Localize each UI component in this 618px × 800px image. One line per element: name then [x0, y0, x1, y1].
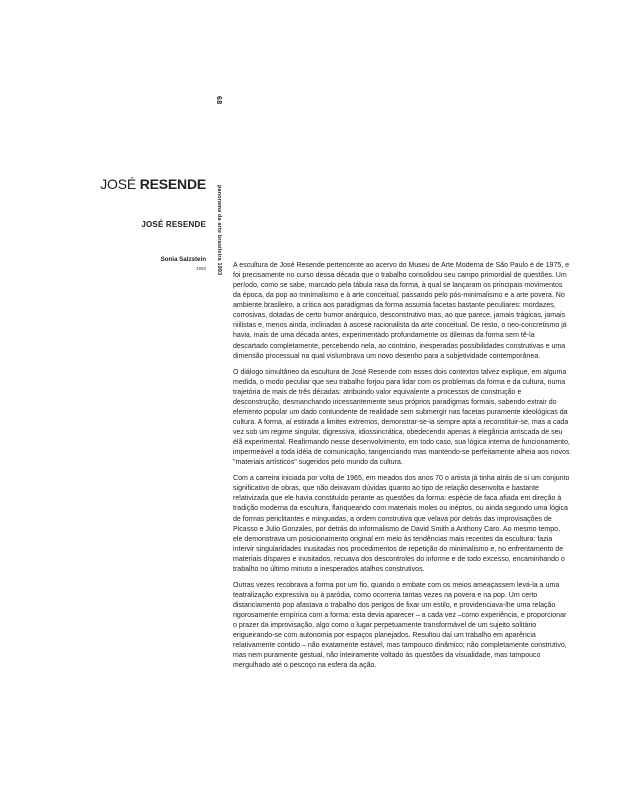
paragraph: Outras vezes recobrava a forma por um fio, quando o embate com os meios ameaçassem levá-la a uma teatralização expressiva ou à paródia, como ocorreria tantas vezes na povera e na pop. Um certo distanciamento pop afastava o trabalho dos perigos de fixar um estilo, e providenciava-lhe uma relação rigorosamente empírica com a forma: esta devia aparecer – a cada vez –como experiência, e proporcionar o prazer da improvisação, algo como o lugar perpetuamente transformável de um sujeito solitário erigueirando-se com autonomia por espaços planejados. Resultou daí um trabalho em aparência relativamente contido – não exatamente estável, mas tampouco dinâmico; não completamente construtivo, mas nem puramente gestual, não inteiramente voltado às questões da visualidade, mas tampouco mergulhado até o pescoço na esfera da ação. — [233, 581, 567, 670]
running-head: panorama da arte brasileira 1993 — [216, 185, 222, 276]
page-number: 68 — [215, 96, 222, 105]
section-title: JOSÉ RESENDE — [141, 220, 206, 229]
paragraph: O diálogo simultâneo da escultura de José Resende com esses dois contextos talvez explique, em alguma medida, o modo peculiar que seu trabalho forjou para lidar com os problemas da forma e da cultura, numa trajetória de mais de três décadas: atribuindo valor equivalente a processos de construção e desconstrução, desmanchando incessantemente seus próprios paradigmas formais, sabendo extrair do elemento popular um dado contundente de realidade sem submergir nas facetas puramente ideológicas da cultura. A forma, aí estirada a limites extremos, demonstrar-se-ia sempre apta a reconstituir-se, mas a cada vez sob um regime singular, digressiva, idiossincrática, obedecendo apenas à elegância arriscada de seu élã experimental. Reafirmando nesse desenvolvimento, em todo caso, sua lógica interna de funcionamento, impermeável a toda idéia de comunicação, tangenciando mas mantendo-se perfeitamente alheia aos novos "materiais artísticos" sugeridos pelo mundo da cultura. — [233, 368, 570, 467]
author-name: Sonia Salzstein — [160, 256, 206, 263]
title-first-name: JOSÉ — [100, 176, 136, 192]
page-title — [100, 176, 206, 192]
title-last-name: RESENDE — [139, 176, 206, 192]
author-year: 1993 — [195, 266, 206, 271]
paragraph: A escultura de José Resende pertencente ao acervo do Museu de Arte Moderna de São Paulo é de 1975, e foi precisamente no curso dessa década que o trabalho consolidou seu campo primordial de questões. Um período, como se sabe, marcado pela tábula rasa da forma, à qual se lançaram os principais movimentos da época, da pop ao minimalismo e à arte conceitual, passando pelo pós-minimalismo e a arte povera. No ambiente brasileiro, a crítica aos paradigmas da forma assumia facetas bastante peculiares: mordazes, corrosivas, dotadas de certo humor anárquico, desconstrutivo mas, ao que parece, jamais trágicas, jamais niilistas e, menos ainda, inclinadas à ascese racionalista da arte conceitual. De resto, o neo-concretismo já havia, mais de uma década antes, experimentado profundamente os dilemas da forma sem tê-la descartado completamente, percebendo nela, ao contrário, inesperadas possibilidades construtivas e uma dimensão processual na qual vislumbrava um novo desenho para a subjetividade contemporânea. — [233, 262, 570, 360]
paragraph: Com a carreira iniciada por volta de 1965, em meados dos anos 70 o artista já tinha atrás de si um conjunto significativo de obras, que não deixavam dúvidas quanto ao tipo de relação desenvolta e bastante relativizada que ele havia constituído perante as questões da forma: espécie de faca afiada em direção à tradição moderna da escultura, flanqueando com materiais moles ou inéptos, ou ainda segundo uma lógica de formas periclitantes e minguadas, a ordem construtiva que velava por detrás das improvisações de Picasso e Julio Gonzales, por detrás do informalismo de David Smith a Anthony Caro. Ao mesmo tempo, ele demonstrava um posicionamento original em meio às tendências mais recentes da escultura: fazia intervir singularidades inusitadas nos procedimentos de repetição do minimalismo e, no enfrentamento de materiais díspares e inusitados, recuava dos descontroles do informe e de todo excesso, encaminhando o trabalho no último minuto a inesperados atalhos construtivos. — [233, 475, 570, 573]
article-body — [233, 261, 571, 677]
